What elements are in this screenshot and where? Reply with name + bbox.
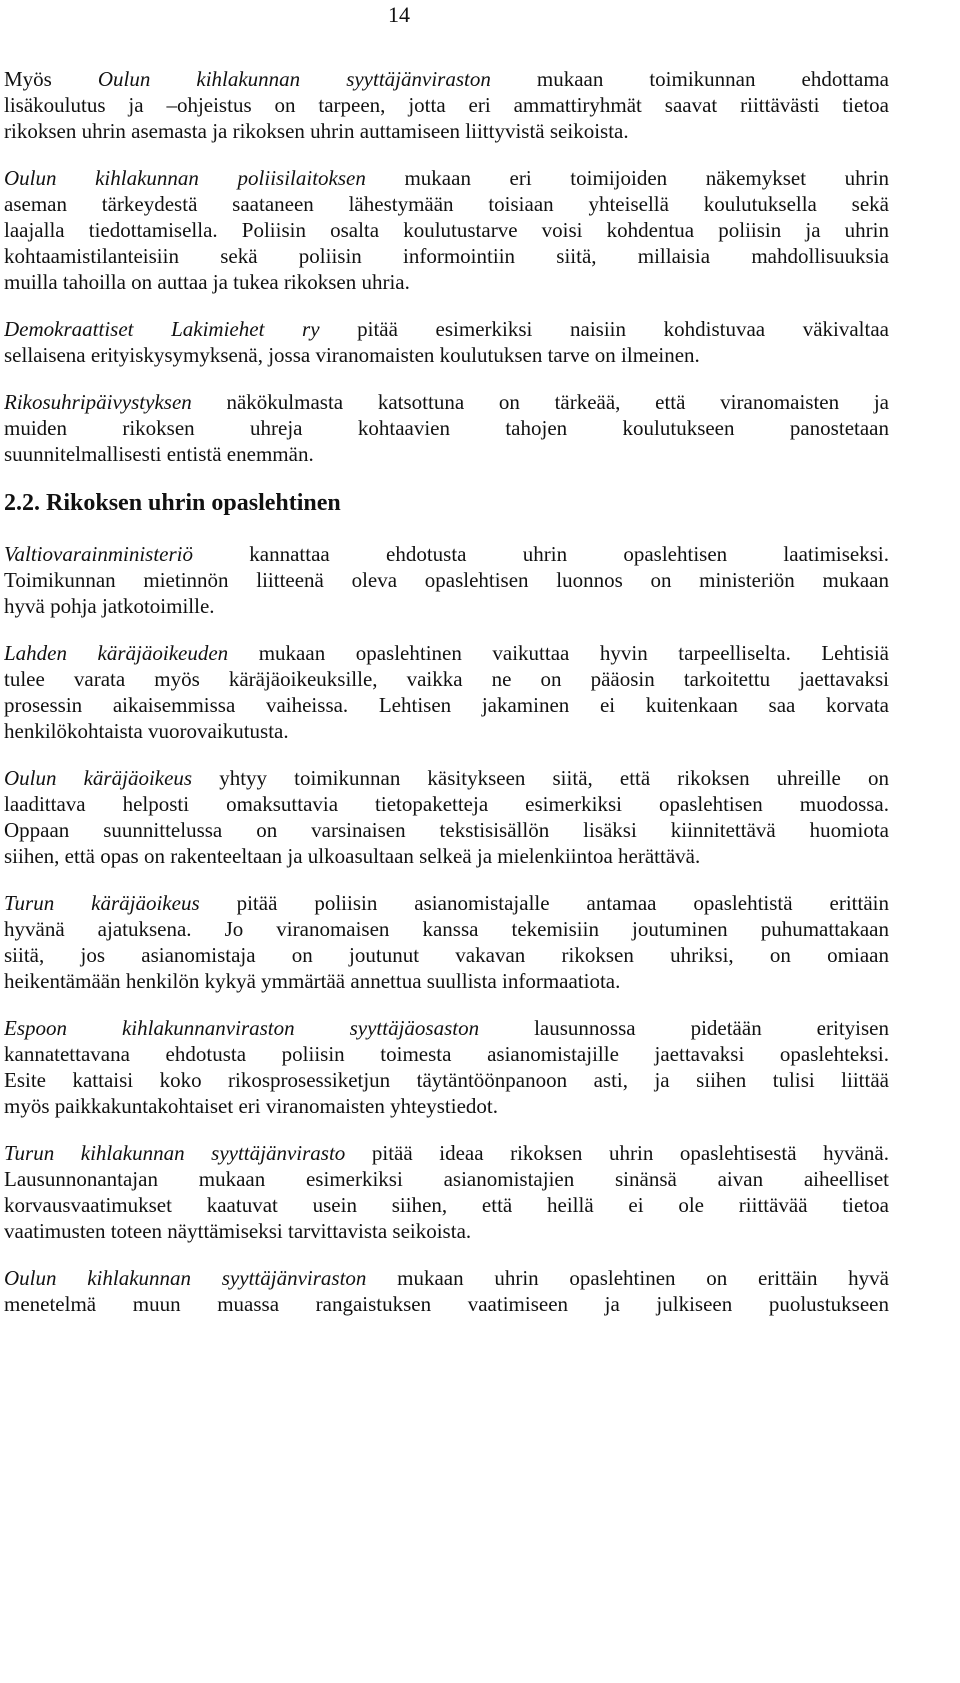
text-line: aseman tärkeydestä saataneen lähestymään toisiaan yhteisellä koulutuksella sekä: [4, 192, 889, 216]
text-line: siihen, että opas on rakenteeltaan ja ulkoasultaan selkeä ja mielenkiintoa herättävä.: [4, 844, 701, 868]
paragraph: [4, 640, 889, 744]
paragraph: [4, 765, 889, 869]
organization-name: Rikosuhripäivystyksen: [4, 390, 192, 414]
text-line: Espoon kihlakunnanviraston syyttäjäosaston lausunnossa pidetään erityisen: [4, 1016, 889, 1040]
paragraph: [4, 389, 889, 467]
text-line: Myös Oulun kihlakunnan syyttäjänviraston mukaan toimikunnan ehdottama: [4, 67, 889, 91]
text-line: muiden rikoksen uhreja kohtaavien tahojen koulutukseen panostetaan: [4, 416, 889, 440]
paragraph: [4, 1015, 889, 1119]
text-line: laajalla tiedottamisella. Poliisin osalta koulutustarve voisi kohdentua poliisin ja uhrin: [4, 218, 889, 242]
text-line: vaatimusten toteen näyttämiseksi tarvittavista seikoista.: [4, 1219, 472, 1243]
paragraph: [4, 1140, 889, 1244]
text-line: sellaisena erityiskysymyksenä, jossa viranomaisten koulutuksen tarve on ilmeinen.: [4, 343, 700, 367]
paragraph: [4, 165, 889, 295]
paragraph: [4, 66, 889, 144]
text-line: prosessin aikaisemmissa vaiheissa. Lehtisen jakaminen ei kuitenkaan saa korvata: [4, 693, 889, 717]
text-line: hyvänä ajatuksena. Jo viranomaisen kanssa tekemisiin joutuminen puhumattakaan: [4, 917, 889, 941]
text-line: kohtaamistilanteisiin sekä poliisin informointiin siitä, millaisia mahdollisuuksia: [4, 244, 889, 268]
text-line: Toimikunnan mietinnön liitteenä oleva opaslehtisen luonnos on ministeriön mukaan: [4, 568, 889, 592]
organization-name: Demokraattiset Lakimiehet ry: [4, 317, 320, 341]
text-line: Oulun kihlakunnan syyttäjänviraston mukaan uhrin opaslehtinen on erittäin hyvä: [4, 1266, 889, 1290]
section-heading: 2.2. Rikoksen uhrin opaslehtinen: [4, 490, 341, 516]
text-line: Oulun kihlakunnan poliisilaitoksen mukaan eri toimijoiden näkemykset uhrin: [4, 166, 889, 190]
text-line: siitä, jos asianomistaja on joutunut vakavan rikoksen uhriksi, on omiaan: [4, 943, 889, 967]
organization-name: Valtiovarainministeriö: [4, 542, 193, 566]
text-line: Lahden käräjäoikeuden mukaan opaslehtinen vaikuttaa hyvin tarpeelliselta. Lehtisiä: [4, 641, 889, 665]
organization-name: Oulun kihlakunnan poliisilaitoksen: [4, 166, 366, 190]
text-line: Rikosuhripäivystyksen näkökulmasta katsottuna on tärkeää, että viranomaisten ja: [4, 390, 889, 414]
text-line: myös paikkakuntakohtaiset eri viranomaisten yhteystiedot.: [4, 1094, 498, 1118]
text-line: Lausunnonantajan mukaan esimerkiksi asianomistajien sinänsä aivan aiheelliset: [4, 1167, 889, 1191]
text-line: tulee varata myös käräjäoikeuksille, vaikka ne on pääosin tarkoitettu jaettavaksi: [4, 667, 889, 691]
text-line: Oppaan suunnittelussa on varsinaisen tekstisisällön lisäksi kiinnitettävä huomiota: [4, 818, 889, 842]
text-line: Turun kihlakunnan syyttäjänvirasto pitää ideaa rikoksen uhrin opaslehtisestä hyvänä.: [4, 1141, 889, 1165]
organization-name: Oulun kihlakunnan syyttäjänviraston: [4, 1266, 367, 1290]
text-line: henkilökohtaista vuorovaikutusta.: [4, 719, 289, 743]
paragraph: [4, 1265, 889, 1317]
organization-name: Oulun kihlakunnan syyttäjänviraston: [97, 67, 491, 91]
organization-name: Turun kihlakunnan syyttäjänvirasto: [4, 1141, 346, 1165]
paragraph: [4, 316, 889, 368]
text-line: kannatettavana ehdotusta poliisin toimesta asianomistajille jaettavaksi opaslehteksi.: [4, 1042, 889, 1066]
paragraph: [4, 890, 889, 994]
text-line: Valtiovarainministeriö kannattaa ehdotusta uhrin opaslehtisen laatimiseksi.: [4, 542, 889, 566]
paragraph: [4, 541, 889, 619]
text-line: suunnitelmallisesti entistä enemmän.: [4, 442, 314, 466]
organization-name: Oulun käräjäoikeus: [4, 766, 193, 790]
organization-name: Turun käräjäoikeus: [4, 891, 200, 915]
page-number: 14: [388, 2, 410, 27]
text-line: rikoksen uhrin asemasta ja rikoksen uhrin auttamiseen liittyvistä seikoista.: [4, 119, 629, 143]
text-line: muilla tahoilla on auttaa ja tukea rikoksen uhria.: [4, 270, 410, 294]
text-line: Esite kattaisi koko rikosprosessiketjun täytäntöönpanoon asti, ja siihen tulisi liittää: [4, 1068, 889, 1092]
text-line: Oulun käräjäoikeus yhtyy toimikunnan käsitykseen siitä, että rikoksen uhreille on: [4, 766, 889, 790]
document-body: [4, 66, 889, 1338]
text-line: laadittava helposti omaksuttavia tietopaketteja esimerkiksi opaslehtisen muodossa.: [4, 792, 889, 816]
organization-name: Espoon kihlakunnanviraston syyttäjäosaston: [4, 1016, 480, 1040]
text-line: Demokraattiset Lakimiehet ry pitää esimerkiksi naisiin kohdistuvaa väkivaltaa: [4, 317, 889, 341]
text-line: korvausvaatimukset kaatuvat usein siihen, että heillä ei ole riittävää tietoa: [4, 1193, 889, 1217]
text-line: menetelmä muun muassa rangaistuksen vaatimiseen ja julkiseen puolustukseen: [4, 1292, 889, 1316]
text-line: lisäkoulutus ja –ohjeistus on tarpeen, jotta eri ammattiryhmät saavat riittävästi tietoa: [4, 93, 889, 117]
text-line: heikentämään henkilön kykyä ymmärtää annettua suullista informaatiota.: [4, 969, 621, 993]
text-line: Turun käräjäoikeus pitää poliisin asianomistajalle antamaa opaslehtistä erittäin: [4, 891, 889, 915]
organization-name: Lahden käräjäoikeuden: [4, 641, 229, 665]
text-line: hyvä pohja jatkotoimille.: [4, 594, 215, 618]
